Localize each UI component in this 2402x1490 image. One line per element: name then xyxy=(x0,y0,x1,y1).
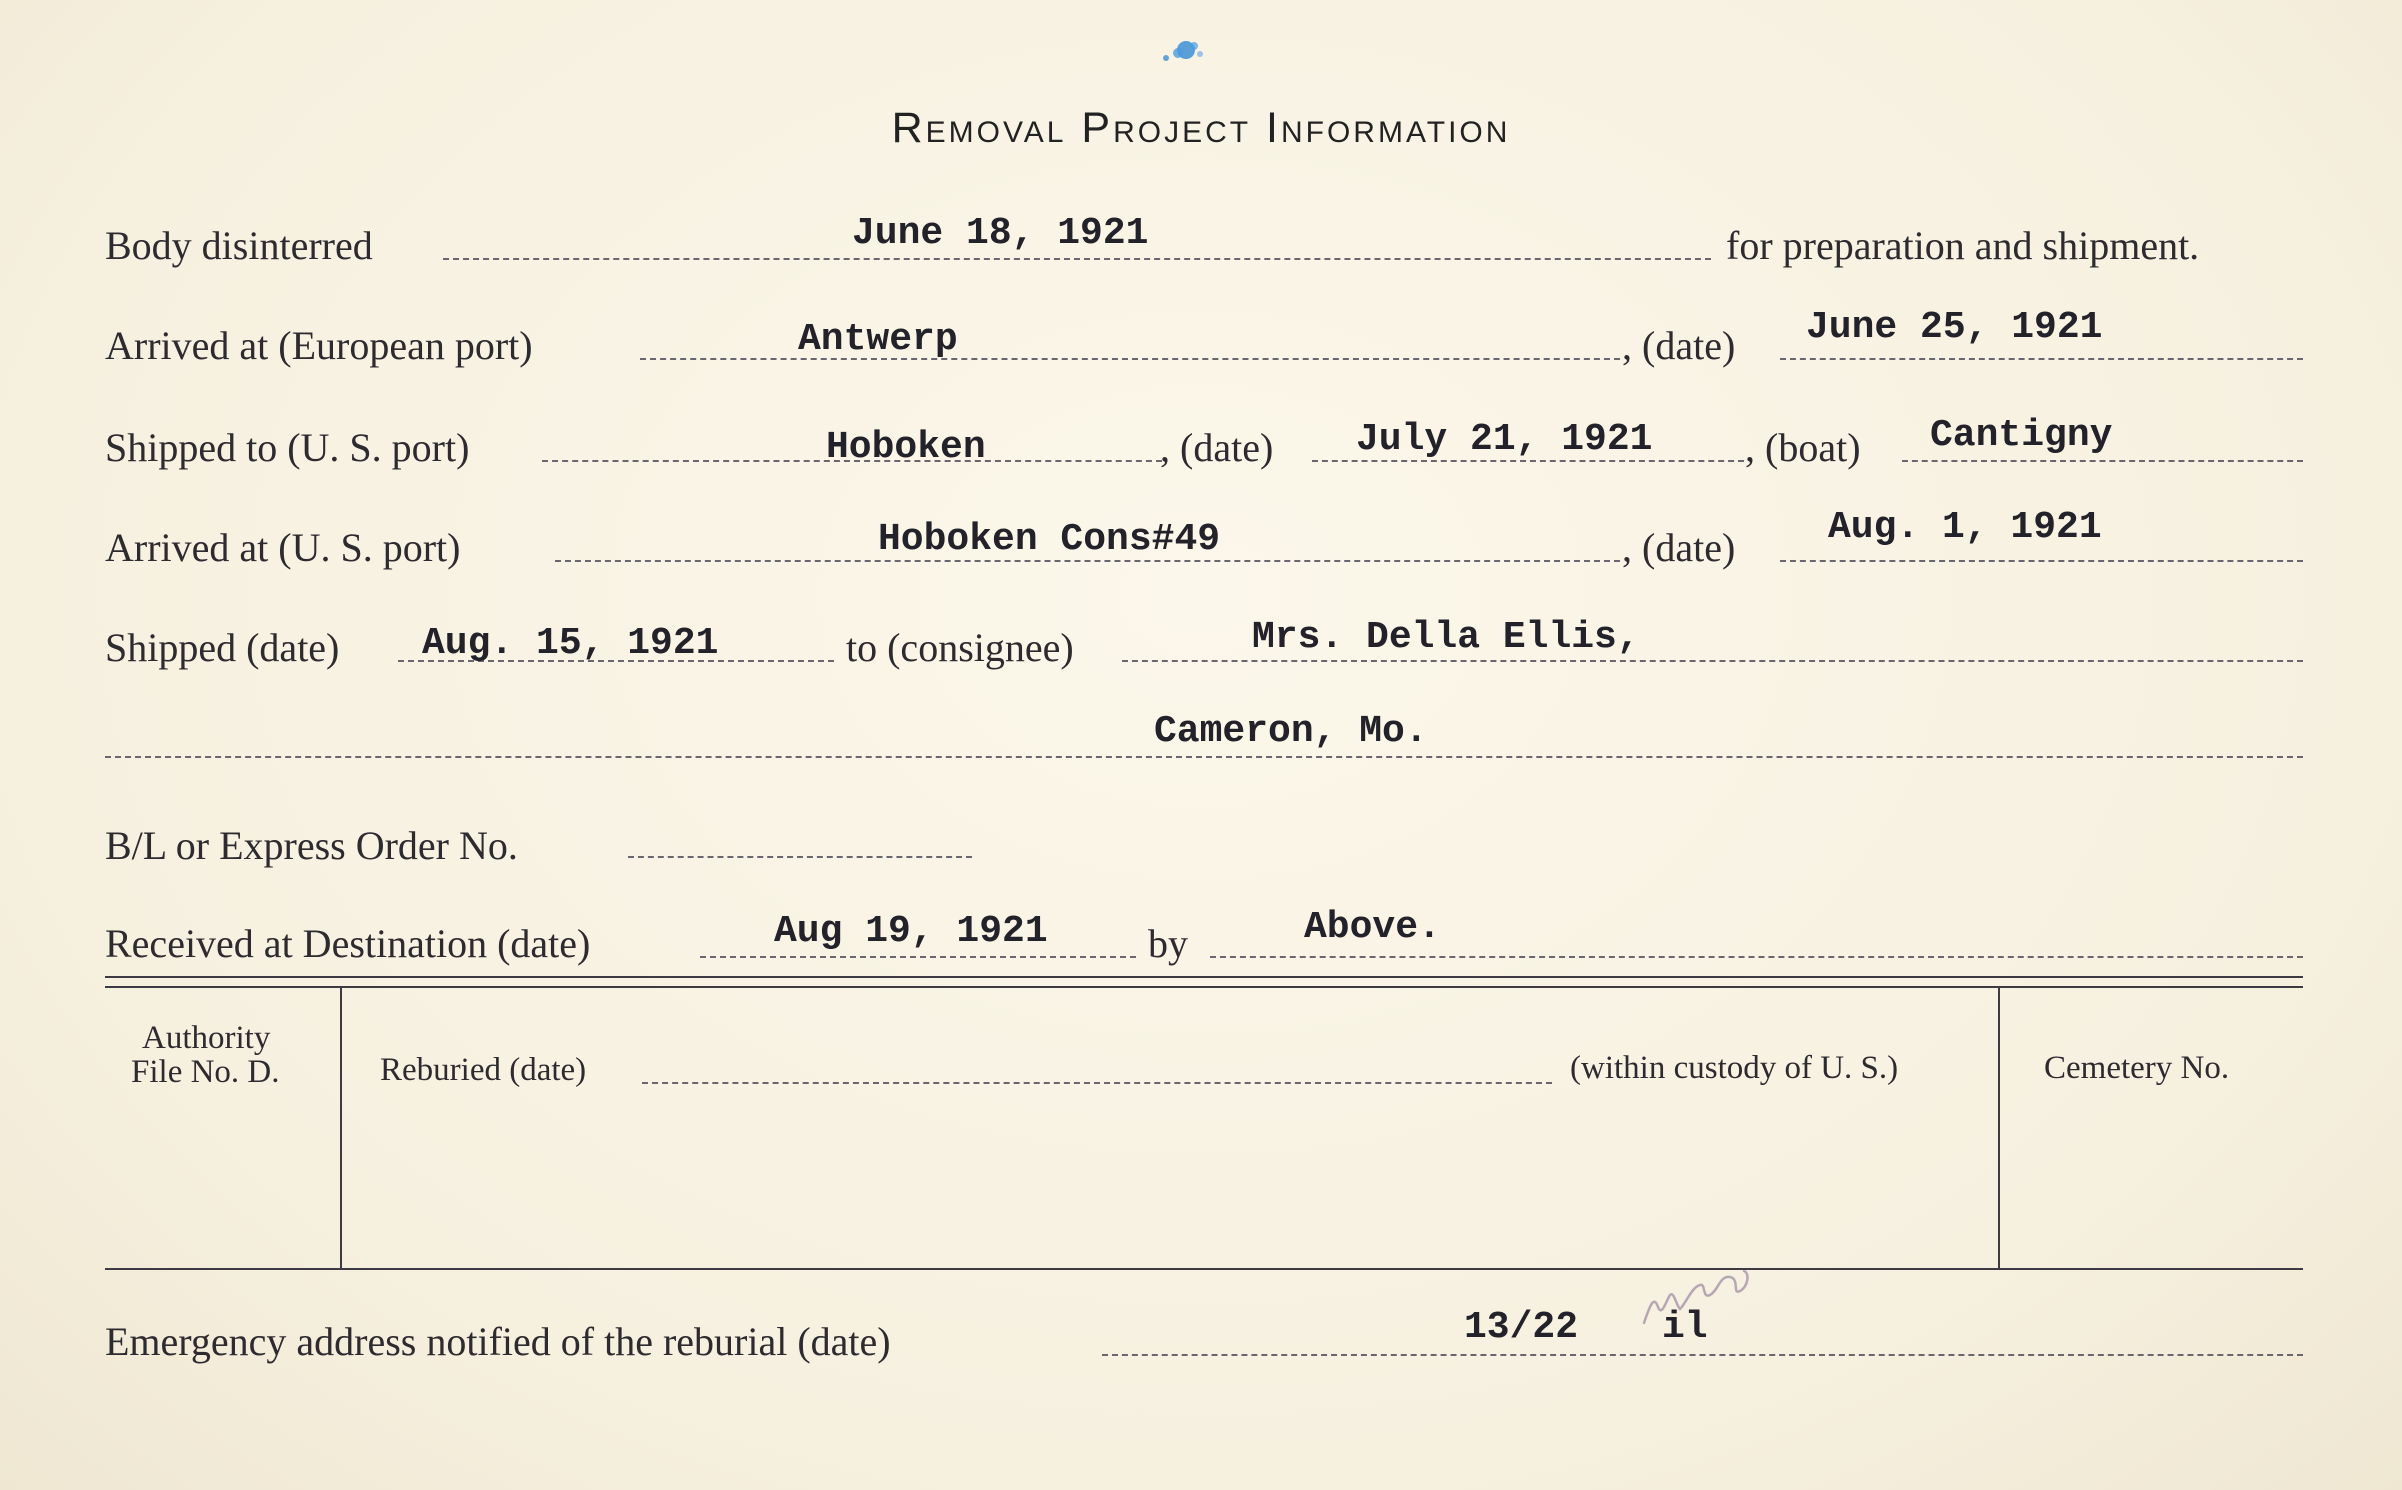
custody-label: (within custody of U. S.) xyxy=(1570,1050,1899,1086)
european-port-value: Antwerp xyxy=(798,318,958,361)
box-top-rule xyxy=(105,976,2303,978)
us-port-arrived-date-line xyxy=(1780,560,2303,562)
us-port-shipped-value: Hoboken xyxy=(826,426,986,469)
european-port-date-label: , (date) xyxy=(1622,323,1736,368)
authority-label-line2: File No. D. xyxy=(131,1054,280,1090)
emergency-address-extra: il xyxy=(1662,1306,1708,1349)
authority-label-line1: Authority xyxy=(142,1020,271,1056)
boat-label: , (boat) xyxy=(1745,425,1861,470)
consignee-address-line xyxy=(105,756,2303,758)
emergency-address-label: Emergency address notified of the reburial (date) xyxy=(105,1319,891,1364)
us-port-arrived-date-label: , (date) xyxy=(1622,525,1736,570)
emergency-address-line xyxy=(1102,1354,2303,1356)
consignee-value: Mrs. Della Ellis, xyxy=(1252,616,1640,659)
received-by-label: by xyxy=(1148,921,1188,966)
bl-express-order-line xyxy=(628,856,972,858)
received-destination-label: Received at Destination (date) xyxy=(105,921,591,966)
consignee-address-value: Cameron, Mo. xyxy=(1154,710,1428,753)
european-port-line xyxy=(640,358,1620,360)
preparation-shipment-label: for preparation and shipment. xyxy=(1726,223,2200,268)
handwritten-initials xyxy=(1640,1265,1760,1335)
european-port-label: Arrived at (European port) xyxy=(105,323,533,368)
body-disinterred-label: Body disinterred xyxy=(105,223,373,268)
shipped-date-label: Shipped (date) xyxy=(105,625,340,670)
us-port-arrived-date-value: Aug. 1, 1921 xyxy=(1828,506,2102,549)
european-port-date-line xyxy=(1780,358,2303,360)
body-disinterred-value: June 18, 1921 xyxy=(852,212,1149,255)
received-destination-line xyxy=(700,956,1136,958)
page-title: Removal Project Information xyxy=(891,104,1511,152)
reburied-line xyxy=(642,1082,1552,1084)
box-divider-left xyxy=(340,988,342,1268)
us-port-arrived-value: Hoboken Cons#49 xyxy=(878,518,1221,561)
us-port-shipped-date-value: July 21, 1921 xyxy=(1356,418,1653,461)
boat-line xyxy=(1902,460,2303,462)
us-port-shipped-label: Shipped to (U. S. port) xyxy=(105,425,470,470)
box-top-rule-second xyxy=(105,986,2303,988)
cemetery-label: Cemetery No. xyxy=(2044,1050,2230,1086)
received-by-line xyxy=(1210,956,2303,958)
box-divider-right xyxy=(1998,988,2000,1268)
emergency-address-value: 13/22 xyxy=(1464,1306,1579,1349)
body-disinterred-line xyxy=(443,258,1711,260)
reburied-label: Reburied (date) xyxy=(380,1052,587,1088)
ink-stain xyxy=(1160,36,1210,66)
received-destination-value: Aug 19, 1921 xyxy=(774,910,1048,953)
received-by-value: Above. xyxy=(1304,906,1441,949)
consignee-line xyxy=(1122,660,2303,662)
boat-value: Cantigny xyxy=(1930,414,2113,457)
european-port-date-value: June 25, 1921 xyxy=(1806,306,2103,349)
us-port-arrived-label: Arrived at (U. S. port) xyxy=(105,525,461,570)
us-port-shipped-date-label: , (date) xyxy=(1160,425,1274,470)
bl-express-order-label: B/L or Express Order No. xyxy=(105,823,518,868)
shipped-date-value: Aug. 15, 1921 xyxy=(422,622,719,665)
consignee-label: to (consignee) xyxy=(846,625,1074,670)
box-bottom-rule xyxy=(105,1268,2303,1270)
